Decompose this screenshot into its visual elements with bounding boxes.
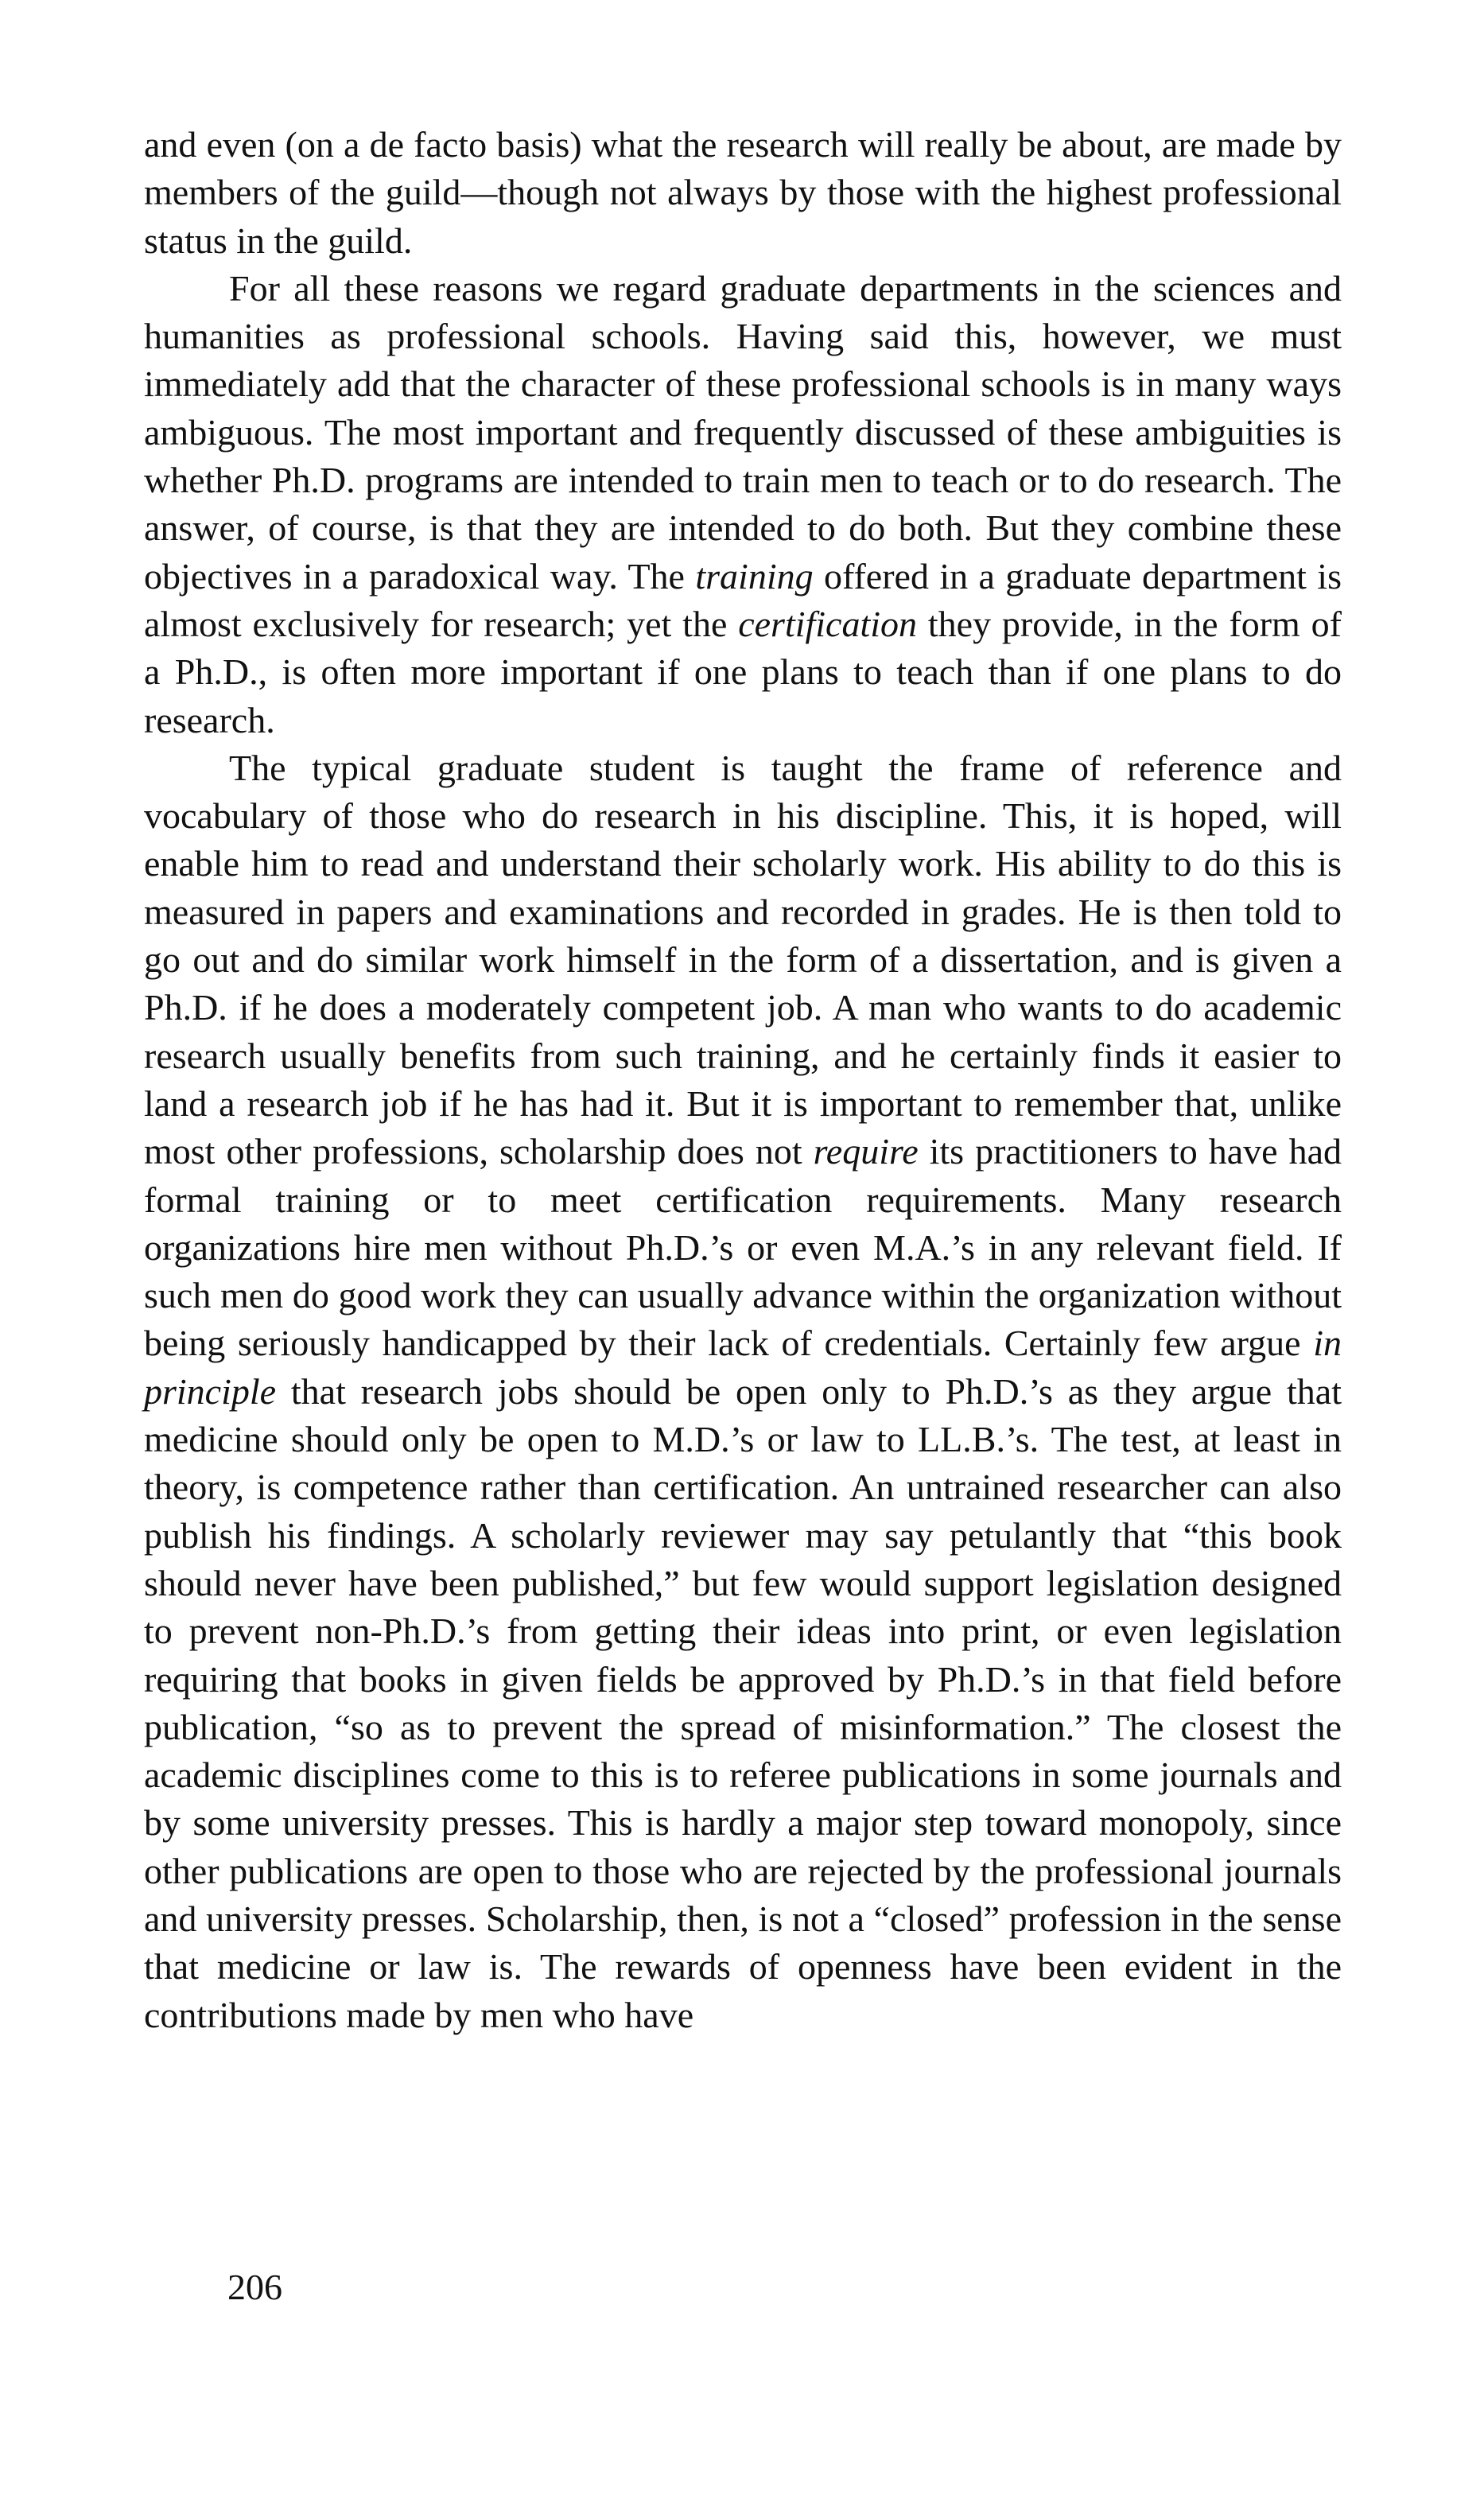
paragraph-3-text-a: The typical graduate student is taught the frame of reference and vocabulary of those who do research in his discipline. This, it is hoped, will enable him to read and understand their scholarly work. His ability to do this is measured in papers and examinations and recorded in grades. He is then told to go out and do similar work himself in the form of a dissertation, and is given a Ph.D. if he does a moderately competent job. A man who wants to do academic research usually benefits from such training, and he certainly finds it easier to land a research job if he has had it. But it is important to remember that, unlike most other professions, scholarship does not (144, 747, 1342, 1172)
emphasis-certification: certification (738, 603, 918, 644)
paragraph-2-text-a: For all these reasons we regard graduate departments in the sciences and humanities as professional schools. Having said this, however, we must immediately add that the character of these professional schools is in many ways ambiguous. The most important and frequently discussed of these ambiguities is whether Ph.D. programs are intended to train men to teach or to do research. The answer, of course, is that they are intended to do both. But they combine these objectives in a paradoxical way. The (144, 267, 1342, 596)
paragraph-3-text-c: that research jobs should be open only to Ph.D.’s as they argue that medicine should only be open to M.D.’s or law to LL.B.’s. The test, at least in theory, is competence rather than certification. An untrained researcher can also publish his findings. A scholarly reviewer may say petulantly that “this book should never have been published,” but few would support legislation designed to prevent non-Ph.D.’s from getting their ideas into print, or even legislation requiring that books in given fields be approved by Ph.D.’s in that field before publication, “so as to prevent the spread of misinformation.” The closest the academic disciplines come to this is to referee publications in some journals and by some university presses. This is hardly a major step toward monopoly, since other publications are open to those who are rejected by the professional journals and university presses. Scholarship, then, is not a “closed” profession in the sense that medicine or law is. The rewards of openness have been evident in the contributions made by men who have (144, 1370, 1342, 2035)
emphasis-in-principle: in principle (144, 1323, 1342, 1412)
paragraph-2-text-c: they provide, in the form of a Ph.D., is often more important if one plans to teach than if one plans to do research. (144, 603, 1342, 740)
paragraph-3-text-b: its practitioners to have had formal training or to meet certification requirements. Many research organizations hire men without Ph.D.’s or even M.A.’s in any relevant field. If such men do good work they can usually advance within the organization without being seriously handicapped by their lack of credentials. Certainly few argue (144, 1131, 1342, 1364)
body-text (144, 121, 1342, 2039)
paragraph-3 (144, 744, 1342, 2039)
page-number: 206 (227, 2267, 282, 2307)
paragraph-1-text: and even (on a de facto basis) what the research will really be about, are made by members of the guild—though not always by those with the highest professional status in the guild. (144, 124, 1342, 261)
emphasis-require: require (813, 1131, 919, 1172)
emphasis-training: training (695, 555, 814, 596)
paragraph-1 (144, 121, 1342, 265)
paragraph-2 (144, 265, 1342, 744)
paragraph-2-text-b: offered in a graduate department is almost exclusively for research; yet the (144, 555, 1342, 644)
